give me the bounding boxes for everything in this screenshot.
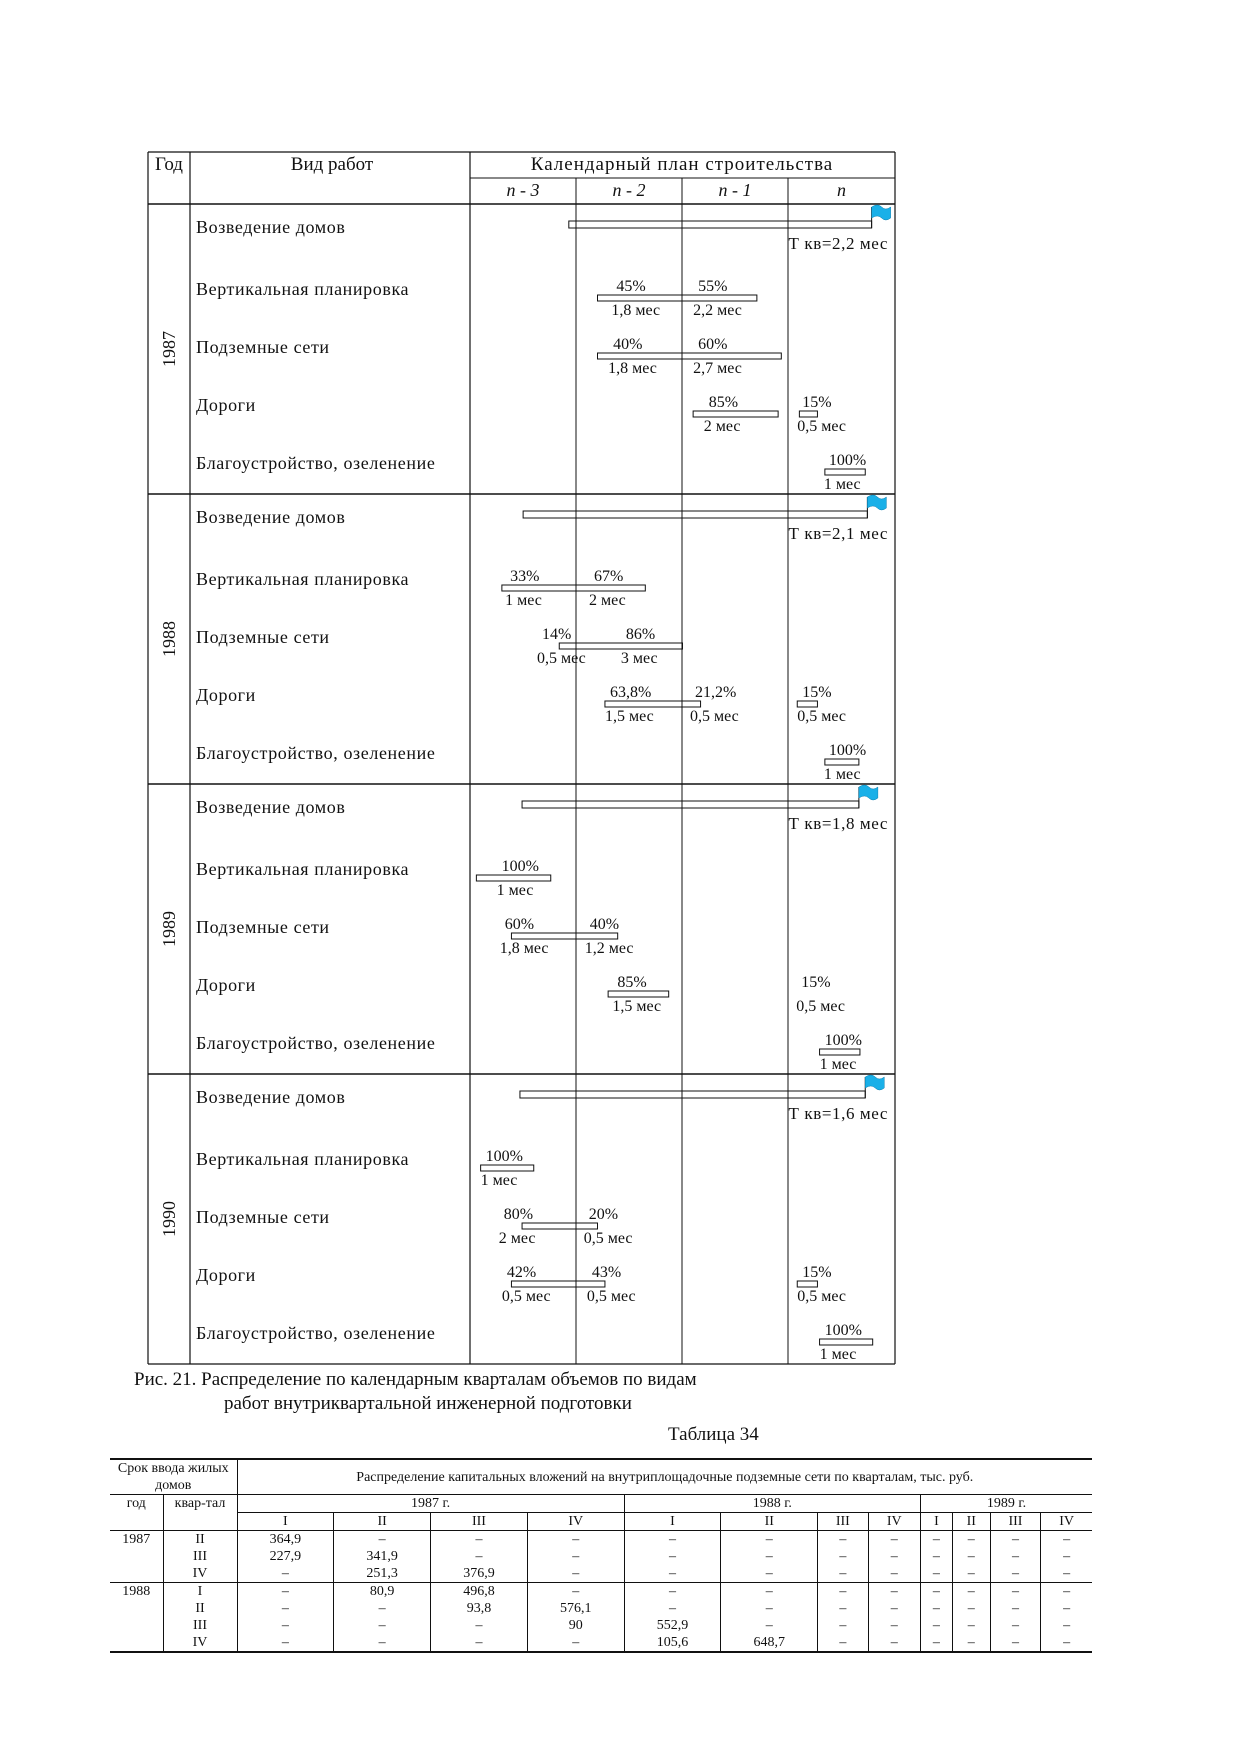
cell-value: – (1041, 1583, 1092, 1601)
header-quarter-2: II (334, 1513, 431, 1531)
cell-value: – (237, 1617, 334, 1634)
header-empty (163, 1513, 237, 1531)
work-type-label: Дороги (196, 685, 256, 705)
capital-investment-table (110, 1458, 1092, 1653)
percent-label: 60% (698, 336, 728, 353)
cell-value: – (868, 1583, 920, 1601)
work-type-label: Вертикальная планировка (196, 279, 410, 299)
percent-label: 67% (594, 568, 624, 585)
cell-value: 341,9 (334, 1548, 431, 1565)
percent-label: 60% (504, 916, 535, 933)
construction-bar (569, 221, 872, 228)
percent-label: 14% (541, 626, 572, 643)
table-row (110, 1634, 1092, 1652)
cell-value: – (952, 1600, 990, 1617)
tkv-label: Т кв=1,8 мес (788, 814, 888, 833)
year-label: 1988 (159, 621, 179, 657)
cell-quarter: II (163, 1600, 237, 1617)
work-type-label: Вертикальная планировка (196, 1149, 410, 1169)
cell-value: – (952, 1565, 990, 1583)
duration-label: 1,8 мес (499, 940, 549, 957)
header-year: Год (155, 154, 183, 175)
cell-value: – (818, 1583, 868, 1601)
cell-value: – (1041, 1531, 1092, 1549)
cell-value: – (431, 1548, 528, 1565)
header-year-1989: 1989 г. (921, 1495, 1093, 1513)
duration-label: 0,5 мес (797, 418, 846, 435)
duration-label: 2 мес (498, 1230, 536, 1247)
work-bar (797, 701, 817, 707)
cell-value: – (237, 1634, 334, 1652)
cell-value: – (1041, 1634, 1092, 1652)
work-bar (693, 411, 778, 417)
work-bar (825, 469, 865, 475)
header-quarter-9: I (921, 1513, 953, 1531)
work-bar (502, 585, 645, 591)
work-bar (820, 1339, 873, 1345)
cell-value: – (721, 1617, 818, 1634)
work-type-label: Подземные сети (196, 627, 330, 647)
duration-label: 0,5 мес (536, 650, 586, 667)
cell-value: – (721, 1531, 818, 1549)
cell-value: 80,9 (334, 1583, 431, 1601)
tkv-label: Т кв=2,2 мес (788, 234, 888, 253)
cell-value: – (527, 1548, 624, 1565)
work-type-label: Подземные сети (196, 1207, 330, 1227)
cell-value: – (952, 1634, 990, 1652)
cell-value: – (868, 1600, 920, 1617)
work-type-label: Возведение домов (196, 507, 346, 527)
cell-value: – (990, 1617, 1040, 1634)
cell-value: – (721, 1600, 818, 1617)
duration-label: 0,5 мес (586, 1288, 636, 1305)
cell-value: – (868, 1565, 920, 1583)
cell-value: – (921, 1531, 953, 1549)
year-label: 1990 (159, 1201, 179, 1237)
cell-value: – (868, 1531, 920, 1549)
cell-value: – (990, 1531, 1040, 1549)
cell-value: 364,9 (237, 1531, 334, 1549)
cell-value: – (624, 1531, 721, 1549)
work-bar (511, 933, 617, 939)
percent-label: 21,2% (694, 684, 737, 701)
cell-value: – (868, 1634, 920, 1652)
cell-value: – (334, 1531, 431, 1549)
header-quarter-11: III (990, 1513, 1040, 1531)
header-year-1987: 1987 г. (237, 1495, 624, 1513)
work-bar (608, 991, 669, 997)
work-type-label: Вертикальная планировка (196, 569, 410, 589)
percent-label: 42% (506, 1264, 537, 1281)
cell-value: – (921, 1548, 953, 1565)
duration-label: 2,7 мес (693, 360, 742, 377)
percent-label: 15% (802, 394, 832, 411)
header-quarter: n - 3 (506, 180, 540, 200)
flag-icon (867, 495, 886, 510)
header-quarter-10: II (952, 1513, 990, 1531)
duration-label: 0,5 мес (501, 1288, 551, 1305)
percent-label: 15% (802, 684, 832, 701)
work-bar (799, 411, 817, 417)
duration-label: 1 мес (823, 766, 861, 783)
flag-icon (859, 785, 878, 800)
percent-label: 80% (503, 1206, 534, 1223)
cell-value: – (527, 1634, 624, 1652)
work-bar (825, 759, 859, 765)
work-type-label: Возведение домов (196, 797, 346, 817)
cell-value: – (527, 1583, 624, 1601)
work-bar (476, 875, 550, 881)
cell-value: – (921, 1583, 953, 1601)
percent-label: 100% (828, 452, 867, 469)
header-empty (110, 1513, 163, 1531)
header-god: год (126, 1496, 146, 1512)
year-label: 1989 (159, 911, 179, 947)
cell-value: – (431, 1531, 528, 1549)
work-bar (511, 1281, 605, 1287)
header-quarter-6: II (721, 1513, 818, 1531)
construction-bar (523, 511, 867, 518)
cell-value: – (334, 1634, 431, 1652)
duration-label: 2,2 мес (693, 302, 742, 319)
header-term: Срок ввода жилых домов (110, 1459, 237, 1495)
header-quarter-3: III (431, 1513, 528, 1531)
header-distribution: Распределение капитальных вложений на внутриплощадочные подземные сети по кварталам, тыс. руб. (237, 1459, 1092, 1495)
work-bar (481, 1165, 534, 1171)
cell-value: – (431, 1617, 528, 1634)
work-type-label: Благоустройство, озеленение (196, 453, 436, 473)
header-quarter-5: I (624, 1513, 721, 1531)
percent-label: 63,8% (609, 684, 652, 701)
cell-value: – (1041, 1600, 1092, 1617)
work-type-label: Благоустройство, озеленение (196, 1033, 436, 1053)
header-kvartal: квар-тал (163, 1495, 237, 1513)
cell-year (110, 1548, 163, 1565)
table-row (110, 1531, 1092, 1549)
header-quarter: n - 2 (612, 180, 646, 200)
cell-value: 93,8 (431, 1600, 528, 1617)
cell-year: 1987 (110, 1531, 163, 1549)
cell-value: – (868, 1617, 920, 1634)
cell-value: – (818, 1600, 868, 1617)
cell-value: – (952, 1531, 990, 1549)
duration-label: 1,5 мес (604, 708, 654, 725)
cell-value: – (721, 1565, 818, 1583)
cell-value: – (990, 1634, 1040, 1652)
header-quarter: n - 1 (718, 180, 752, 200)
work-type-label: Подземные сети (196, 917, 330, 937)
duration-label: 1,5 мес (612, 998, 662, 1015)
cell-year (110, 1600, 163, 1617)
table-row (110, 1617, 1092, 1634)
percent-label: 100% (824, 1322, 862, 1339)
percent-label: 100% (485, 1148, 523, 1165)
cell-value: 376,9 (431, 1565, 528, 1583)
percent-label: 33% (510, 568, 540, 585)
work-type-label: Подземные сети (196, 337, 330, 357)
cell-value: – (818, 1548, 868, 1565)
cell-value: 552,9 (624, 1617, 721, 1634)
year-label: 1987 (159, 331, 179, 367)
percent-label: 100% (501, 858, 539, 875)
duration-label: 0,5 мес (796, 998, 845, 1015)
cell-value: – (237, 1600, 334, 1617)
percent-label: 15% (802, 1264, 832, 1281)
cell-quarter: IV (163, 1565, 237, 1583)
duration-label: 1 мес (819, 1056, 857, 1073)
cell-value: – (334, 1600, 431, 1617)
cell-year: 1988 (110, 1583, 163, 1601)
cell-value: – (1041, 1548, 1092, 1565)
cell-quarter: IV (163, 1634, 237, 1652)
cell-value: 576,1 (527, 1600, 624, 1617)
work-bar (598, 295, 757, 301)
cell-value: – (990, 1565, 1040, 1583)
percent-label: 85% (617, 974, 647, 991)
cell-quarter: II (163, 1531, 237, 1549)
cell-year (110, 1617, 163, 1634)
cell-value: – (990, 1583, 1040, 1601)
percent-label: 40% (589, 916, 620, 933)
header-quarter-12: IV (1041, 1513, 1092, 1531)
cell-value: – (721, 1583, 818, 1601)
duration-label: 2 мес (703, 418, 741, 435)
work-bar (820, 1049, 860, 1055)
cell-value: – (952, 1548, 990, 1565)
tkv-label: Т кв=2,1 мес (788, 524, 888, 543)
cell-value: – (818, 1617, 868, 1634)
work-bar (522, 1223, 597, 1229)
cell-value: – (990, 1600, 1040, 1617)
cell-value: – (921, 1600, 953, 1617)
duration-label: 1 мес (480, 1172, 518, 1189)
duration-label: 1,2 мес (584, 940, 634, 957)
percent-label: 43% (591, 1264, 622, 1281)
cell-value: – (237, 1565, 334, 1583)
duration-label: 1 мес (496, 882, 534, 899)
percent-label: 45% (616, 278, 646, 295)
percent-label: 85% (708, 394, 739, 411)
cell-value: – (818, 1634, 868, 1652)
cell-value: – (818, 1531, 868, 1549)
construction-bar (522, 801, 859, 808)
duration-label: 0,5 мес (797, 708, 846, 725)
construction-bar (520, 1091, 865, 1098)
work-type-label: Дороги (196, 975, 256, 995)
header-quarter-1: I (237, 1513, 334, 1531)
header-quarter: n (837, 180, 846, 200)
header-quarter-7: III (818, 1513, 868, 1531)
table-title: Таблица 34 (668, 1424, 759, 1445)
work-bar (797, 1281, 817, 1287)
cell-value: – (237, 1583, 334, 1601)
cell-value: – (952, 1617, 990, 1634)
cell-quarter: III (163, 1548, 237, 1565)
cell-year (110, 1565, 163, 1583)
table-row (110, 1548, 1092, 1565)
duration-label: 1,8 мес (611, 302, 661, 319)
cell-value: – (921, 1634, 953, 1652)
duration-label: 2 мес (589, 592, 626, 609)
table-row (110, 1600, 1092, 1617)
header-plan: Календарный план строительства (530, 154, 834, 175)
cell-value: – (624, 1583, 721, 1601)
percent-label: 100% (828, 742, 867, 759)
cell-value: – (334, 1617, 431, 1634)
cell-value: 496,8 (431, 1583, 528, 1601)
figure-caption (134, 1368, 834, 1416)
duration-label: 0,5 мес (583, 1230, 633, 1247)
duration-label: 0,5 мес (689, 708, 739, 725)
tkv-label: Т кв=1,6 мес (788, 1104, 888, 1123)
cell-quarter: I (163, 1583, 237, 1601)
cell-value: – (721, 1548, 818, 1565)
work-type-label: Возведение домов (196, 217, 346, 237)
quarter-header-row (110, 1513, 1092, 1531)
table-row (110, 1583, 1092, 1601)
work-bar (598, 353, 782, 359)
header-year-1988: 1988 г. (624, 1495, 920, 1513)
header-quarter-4: IV (527, 1513, 624, 1531)
work-type-label: Возведение домов (196, 1087, 346, 1107)
work-bar (605, 701, 701, 707)
table-year-group (110, 1583, 1092, 1653)
figure-caption-line-1: Рис. 21. Распределение по календарным кварталам объемов по видам (134, 1369, 697, 1390)
work-type-label: Вертикальная планировка (196, 859, 410, 879)
flag-icon (865, 1075, 884, 1090)
table-year-group (110, 1531, 1092, 1583)
cell-value: 90 (527, 1617, 624, 1634)
cell-value: – (1041, 1617, 1092, 1634)
cell-value: – (624, 1600, 721, 1617)
cell-value: – (990, 1548, 1040, 1565)
cell-value: – (952, 1583, 990, 1601)
cell-year (110, 1634, 163, 1652)
table-row (110, 1565, 1092, 1583)
duration-label: 3 мес (620, 650, 658, 667)
cell-value: – (527, 1531, 624, 1549)
header-work: Вид работ (290, 154, 374, 175)
work-type-label: Благоустройство, озеленение (196, 1323, 436, 1343)
duration-label: 1 мес (505, 592, 542, 609)
work-bar (559, 643, 682, 649)
duration-label: 1 мес (819, 1346, 857, 1363)
cell-value: – (868, 1548, 920, 1565)
figure-caption-line-2: работ внутриквартальной инженерной подготовки (224, 1393, 632, 1414)
percent-label: 20% (588, 1206, 619, 1223)
work-type-label: Дороги (196, 1265, 256, 1285)
percent-label: 100% (824, 1032, 862, 1049)
work-type-label: Дороги (196, 395, 256, 415)
cell-quarter: III (163, 1617, 237, 1634)
cell-value: – (624, 1548, 721, 1565)
cell-value: 227,9 (237, 1548, 334, 1565)
percent-label: 55% (698, 278, 728, 295)
cell-value: 251,3 (334, 1565, 431, 1583)
flag-icon (872, 205, 891, 220)
percent-label: 86% (625, 626, 656, 643)
duration-label: 1 мес (823, 476, 861, 493)
cell-value: – (431, 1634, 528, 1652)
duration-label: 0,5 мес (797, 1288, 846, 1305)
cell-value: – (921, 1617, 953, 1634)
cell-value: 105,6 (624, 1634, 721, 1652)
header-quarter-8: IV (868, 1513, 920, 1531)
percent-label: 40% (613, 336, 643, 353)
cell-value: – (1041, 1565, 1092, 1583)
cell-value: 648,7 (721, 1634, 818, 1652)
cell-value: – (527, 1565, 624, 1583)
cell-value: – (818, 1565, 868, 1583)
duration-label: 1,8 мес (608, 360, 657, 377)
cell-value: – (624, 1565, 721, 1583)
cell-value: – (921, 1565, 953, 1583)
work-type-label: Благоустройство, озеленение (196, 743, 436, 763)
percent-label: 15% (801, 974, 831, 991)
